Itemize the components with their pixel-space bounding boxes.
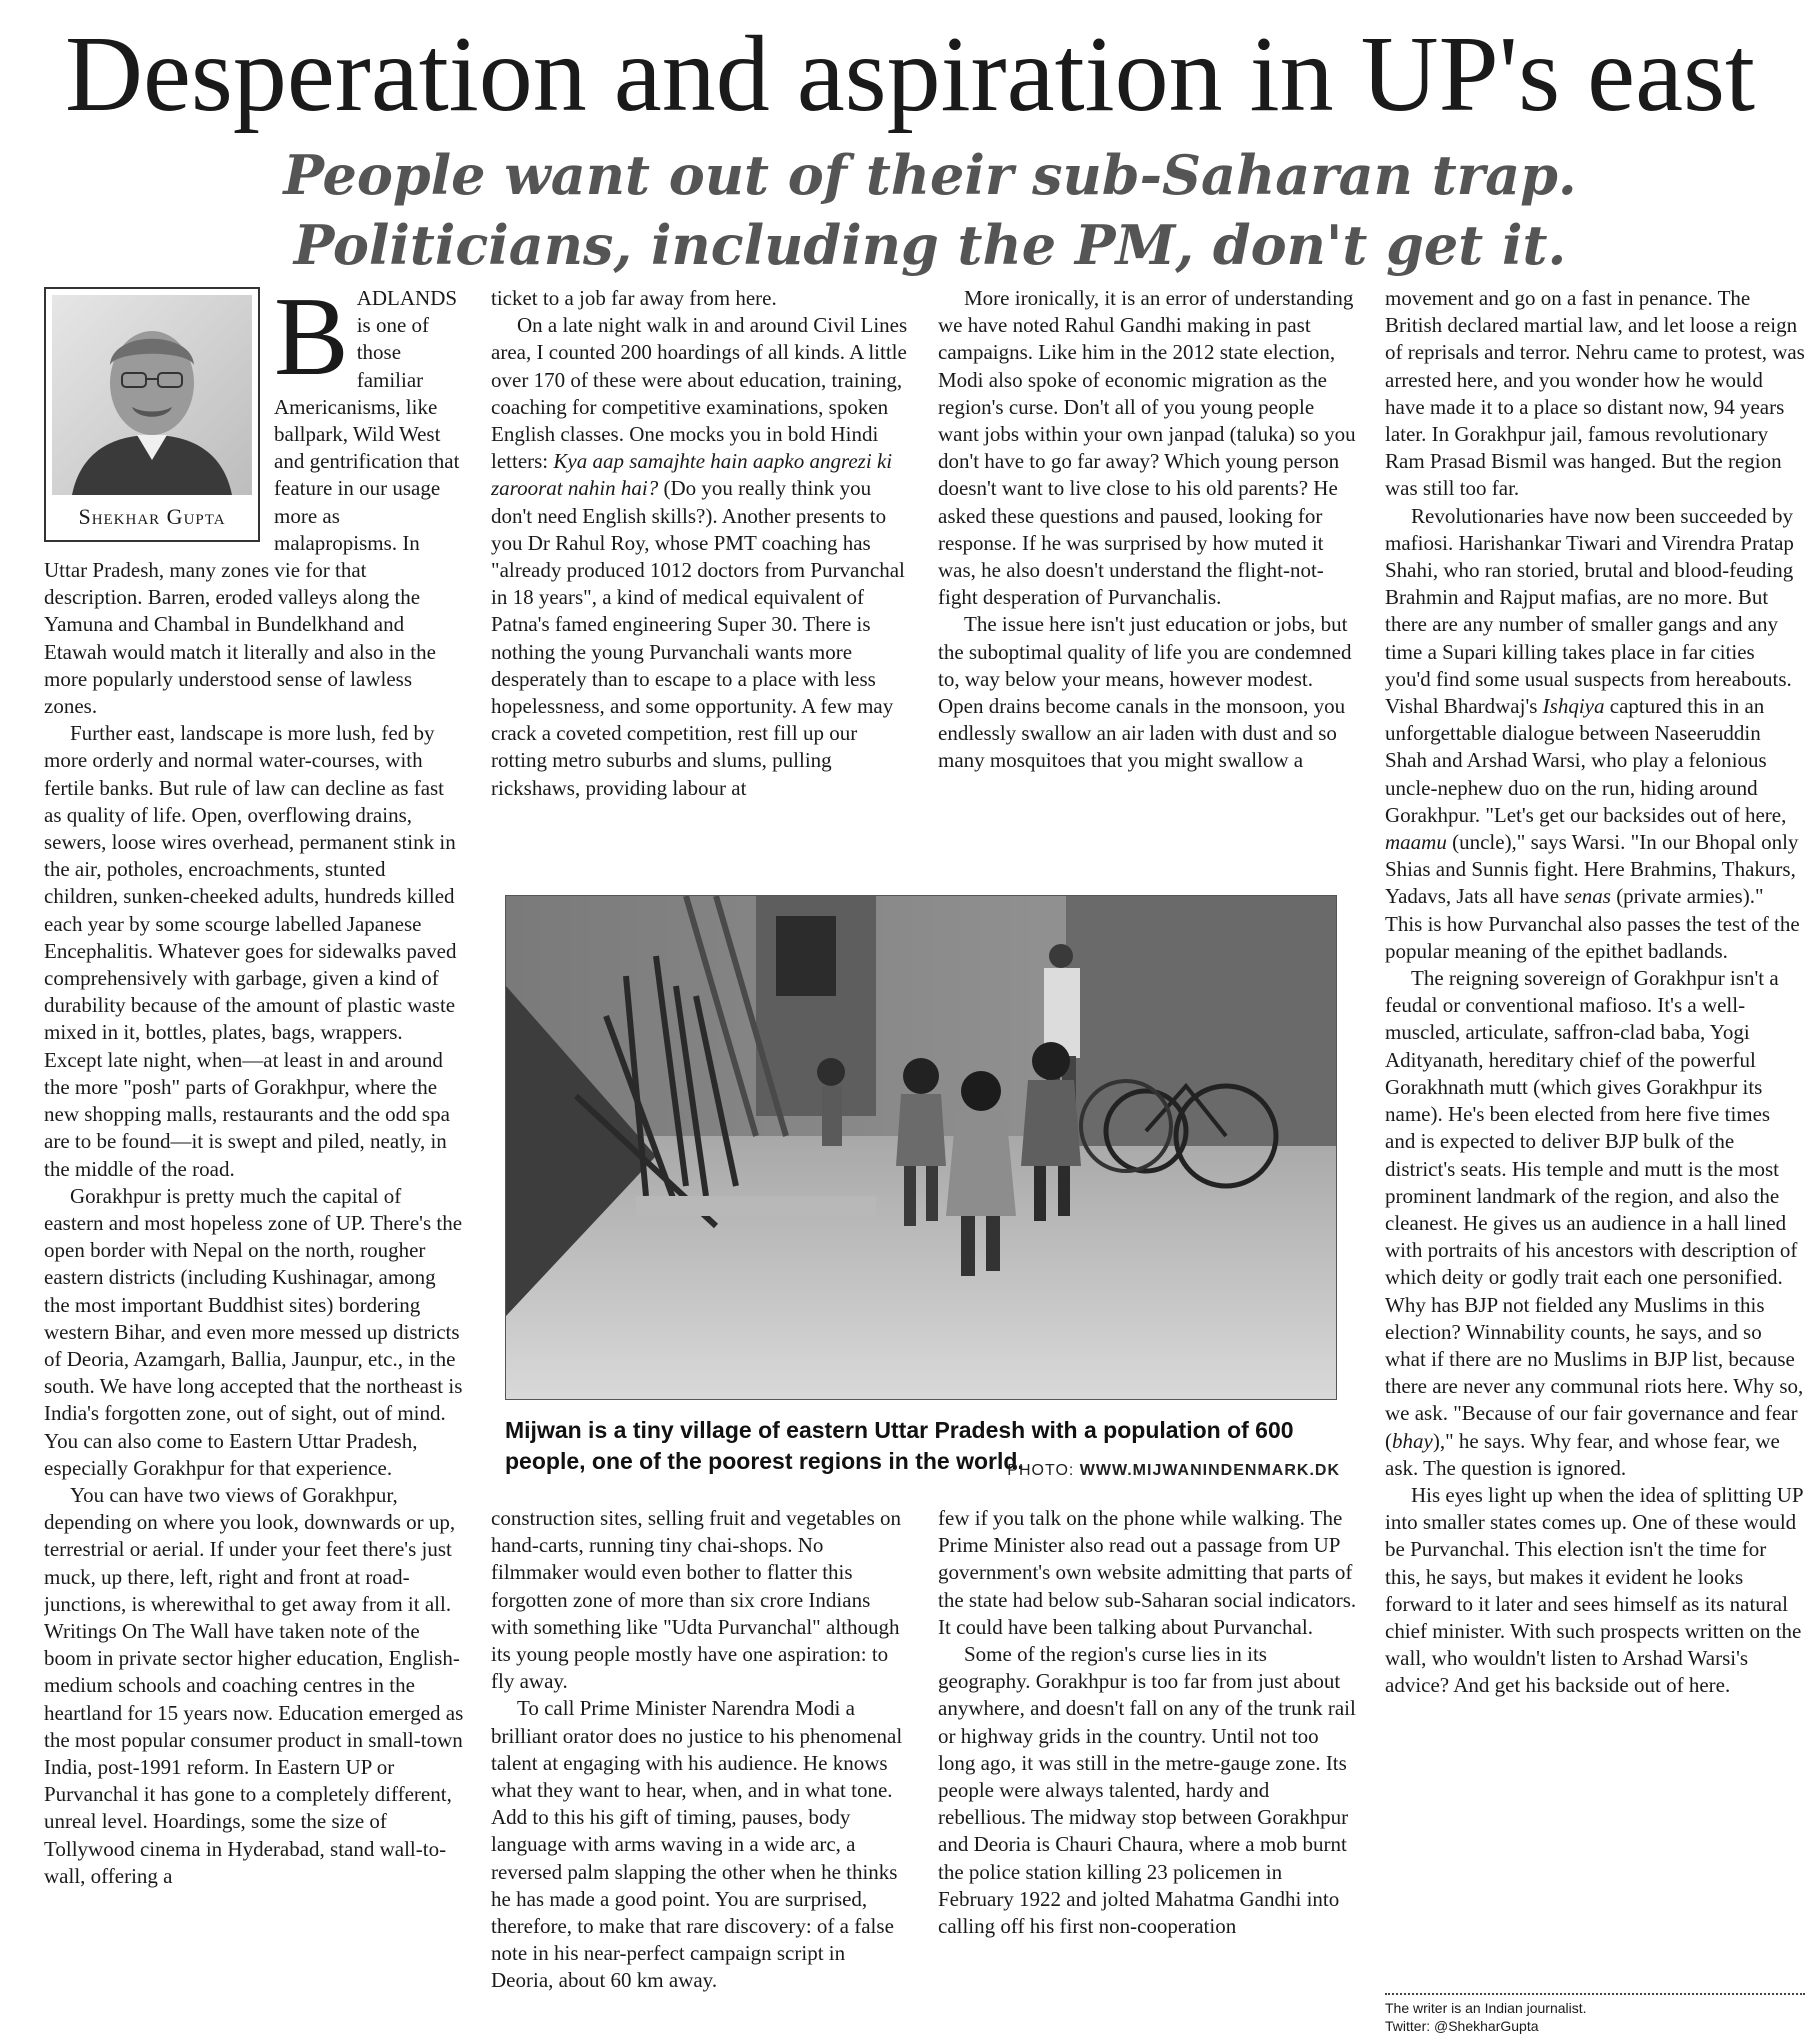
article-column-3-bottom: [938, 1505, 1358, 2040]
hindi-quote: Kya aap samajhte hain aapko angrezi ki zaroorat nahin hai?: [491, 449, 893, 501]
article-column-2-bottom: [491, 1505, 911, 2040]
photo-credit-label: PHOTO:: [1007, 1462, 1075, 1479]
article-column-1: [44, 285, 464, 2040]
paragraph-text: ADLANDS is one of those familiar Americanisms, like ballpark, Wild West and gentrification that feature in our usage more as malapropisms. In Uttar Pradesh, many zones vie for that description. Barren, eroded valleys along the Yamuna and Chambal in Bundelkhand and Etawah would match it literally and also in the more popularly understood sense of lawless zones.: [44, 286, 460, 719]
paragraph-text: Revolutionaries have now been succeeded by mafiosi. Harishankar Tiwari and Virendra Pratap Shahi, who ran storied, brutal and blood-feuding Brahmin and Rajput mafias, are no more. But there are any number of smaller gangs and any time a Supari killing takes place in far cities you'd find some usual suspects from hereabouts. Vishal Bhardwaj's: [1385, 503, 1794, 719]
paragraph-text: (private armies)." This is how Purvanchal also passes the test of the popular meaning of the epithet badlands.: [1385, 884, 1800, 963]
photo-credit: [990, 1462, 1340, 1480]
subheadline-line-1: People want out of their sub-Saharan trap.: [283, 143, 1577, 207]
paragraph: construction sites, selling fruit and vegetables on hand-carts, running tiny chai-shops. No filmmaker would even bother to flatter this forgotten zone of more than six crore Indians with something like "Udta Purvanchal" although its young people mostly have one aspiration: to fly away.: [491, 1506, 901, 1694]
headline: Desperation and aspiration in UP's east: [64, 15, 1756, 134]
paragraph: More ironically, it is an error of understanding we have noted Rahul Gandhi making in past campaigns. Like him in the 2012 state election, Modi also spoke of economic migration as the region's curse. Don't all of you young people want jobs within your own janpad (taluka) so you don't have to go far away? Which young person doesn't want to live close to his old parents? He asked these questions and paused, looking for response. If he was surprised by how muted it was, he also doesn't understand the flight-not-fight desperation of Purvanchalis.: [938, 286, 1356, 610]
paragraph: Gorakhpur is pretty much the capital of eastern and most hopeless zone of UP. There's the open border with Nepal on the north, rougher eastern districts (including Kushinagar, among the most important Buddhist sites) bordering western Bihar, and even more messed up districts of Deoria, Azamgarh, Ballia, Jaunpur, etc., in the south. We have long accepted that the northeast is India's forgotten zone, out of sight, out of mind. You can also come to Eastern Uttar Pradesh, especially Gorakhpur for that experience.: [44, 1183, 463, 1480]
paragraph-text: captured this in an unforgettable dialogue between Naseeruddin Shah and Arshad Warsi, who play a felonious uncle-nephew duo on the run, hiding around Gorakhpur. "Let's get our backsides out of here,: [1385, 694, 1787, 827]
author-name: Shekhar Gupta: [78, 504, 226, 529]
footnote-line-1: The writer is an Indian journalist.: [1385, 2000, 1587, 2016]
paragraph: few if you talk on the phone while walking. The Prime Minister also read out a passage from UP government's own website admitting that parts of the state had below sub-Saharan social indicators. It could have been talking about Purvanchal.: [938, 1506, 1357, 1639]
author-box: [44, 287, 260, 542]
paragraph-text: (uncle)," says Warsi. "In our Bhopal only Shias and Sunnis fight. Here Brahmins, Thakurs, Yadavs, Jats all have: [1385, 830, 1799, 909]
paragraph-text: The reigning sovereign of Gorakhpur isn't a feudal or conventional mafioso. It's a well-muscled, articulate, saffron-clad baba, Yogi Adityanath, hereditary chief of the powerful Gorakhnath mutt (which gives Gorakhpur its name). He's been elected from here five times and is expected to deliver BJP bulk of the district's seats. His temple and mutt is the most prominent landmark of the region, and also the cleanest. He gives us an audience in a hall lined with portraits of his ancestors with description of which deity or godly trait each one personified. Why has BJP not fielded any Muslims in this election? Winnability counts, he says, and so what if there are no Muslims in BJP list, because there are never any communal riots here. Why so, we ask. "Because of our fair governance and fear (: [1385, 966, 1804, 1453]
paragraph: Some of the region's curse lies in its geography. Gorakhpur is too far from just about anywhere, and doesn't fall on any of the trunk rail or highway grids in the country. Until not too long ago, it was still in the metre-gauge zone. Its people were always talented, hardy and rebellious. The midway stop between Gorakhpur and Deoria is Chauri Chaura, where a mob burnt the police station killing 23 policemen in February 1922 and jolted Mahatma Gandhi into calling off his first non-cooperation: [938, 1642, 1356, 1939]
paragraph-text: (Do you really think you don't need English skills?). Another presents to you Dr Rahul Roy, whose PMT coaching has "already produced 1012 doctors from Purvanchal in 18 years", a kind of medical equivalent of Patna's famed engineering Super 30. There is nothing the young Purvanchali wants more desperately than to escape to a place with less hopelessness, and some opportunity. A few may crack a coveted competition, rest fill up our rotting metro suburbs and slums, pulling rickshaws, providing labour at: [491, 476, 905, 800]
subheadline-line-2: Politicians, including the PM, don't get it.: [293, 213, 1567, 277]
paragraph: You can have two views of Gorakhpur, depending on where you look, downwards or up, terrestrial or aerial. If under your feet there's just muck, up there, left, right and front at road-junctions, is wherewithal to get away from it all. Writings On The Wall have taken note of the boom in private sector higher education, English-medium schools and coaching centres in the heartland for 15 years now. Education emerged as the most popular consumer product in small-town India, post-1991 reform. In Eastern UP or Purvanchal it has gone to a completely different, unreal level. Hoardings, some the size of Tollywood cinema in Hyderabad, stand wall-to-wall, offering a: [44, 1482, 464, 1888]
article-photo: [505, 895, 1337, 1400]
paragraph-text: On a late night walk in and around Civil Lines area, I counted 200 hoardings of all kinds. A little over 170 of these were about education, training, coaching for competitive examinations, spoken English classes. One mocks you in bold Hindi letters:: [491, 313, 908, 474]
paragraph: The issue here isn't just education or jobs, but the suboptimal quality of life you are condemned to, way below your means, however modest. Open drains become canals in the monsoon, you endlessly swallow an air laden with dust and so many mosquitoes that you might swallow a: [938, 612, 1352, 773]
italic-word: bhay: [1392, 1428, 1433, 1453]
film-title: Ishqiya: [1542, 694, 1605, 719]
subheadline: [100, 140, 1760, 280]
drop-cap: B: [274, 285, 349, 399]
village-children-photo: [506, 896, 1337, 1400]
italic-word: maamu: [1385, 830, 1447, 855]
author-footnote: [1385, 1993, 1805, 2035]
paragraph: [491, 312, 911, 802]
photo-caption: Mijwan is a tiny village of eastern Uttar Pradesh with a population of 600 people, one of the poorest regions in the world.: [505, 1417, 1294, 1474]
photo-credit-source: WWW.MIJWANINDENMARK.DK: [1079, 1462, 1340, 1479]
article-column-4: [1385, 285, 1805, 1985]
paragraph: [1385, 965, 1805, 1482]
article-column-2-top: [491, 285, 911, 875]
author-photo: [52, 295, 252, 495]
footnote-twitter: Twitter: @ShekharGupta: [1385, 2018, 1539, 2034]
paragraph: [1385, 503, 1805, 965]
paragraph: movement and go on a fast in penance. The British declared martial law, and let loose a reign of reprisals and terror. Nehru came to protest, was arrested here, and you wonder how he would have made it to a place so distant now, 94 years later. In Gorakhpur jail, famous revolutionary Ram Prasad Bismil was hanged. But the region was still too far.: [1385, 286, 1805, 501]
paragraph: His eyes light up when the idea of splitting UP into smaller states comes up. One of these would be Purvanchal. This election isn't the time for this, he says, but makes it evident he looks forward to it later and sees himself as its natural chief minister. With such prospects written on the wall, who wouldn't listen to Arshad Warsi's advice? And get his backside out of here.: [1385, 1482, 1803, 1698]
paragraph: To call Prime Minister Narendra Modi a brilliant orator does no justice to his phenomenal talent at engaging with his audience. He knows what they want to hear, when, and in what tone. Add to this his gift of timing, pauses, body language with arms waving in a wide arc, a reversed palm slapping the other when he thinks he has made a good point. You are surprised, therefore, to make that rare discovery: of a false note in his near-perfect campaign script in Deoria, about 60 km away.: [491, 1696, 903, 1993]
article-column-3-top: [938, 285, 1358, 875]
paragraph: ticket to a job far away from here.: [491, 286, 777, 310]
paragraph: Further east, landscape is more lush, fed by more orderly and normal water-courses, with fertile banks. But rule of law can decline as fast as quality of life. Open, overflowing drains, sewers, loose wires overhead, permanent stink in the air, potholes, encroachments, stunted children, sunken-cheeked adults, hundreds killed each year by some scourge labelled Japanese Encephalitis. Whatever goes for sidewalks paved comprehensively with garbage, given a kind of durability because of the amount of plastic waste mixed in it, bottles, plates, bags, wrappers. Except late night, when—at least in and around the more "posh" parts of Gorakhpur, where the new shopping malls, restaurants and the odd spa are to be found—it is swept and piled, neatly, in the middle of the road.: [44, 721, 457, 1181]
paragraph-text: )," he says. Why fear, and whose fear, we ask. The question is ignored.: [1385, 1428, 1780, 1480]
italic-word: senas: [1564, 884, 1611, 909]
